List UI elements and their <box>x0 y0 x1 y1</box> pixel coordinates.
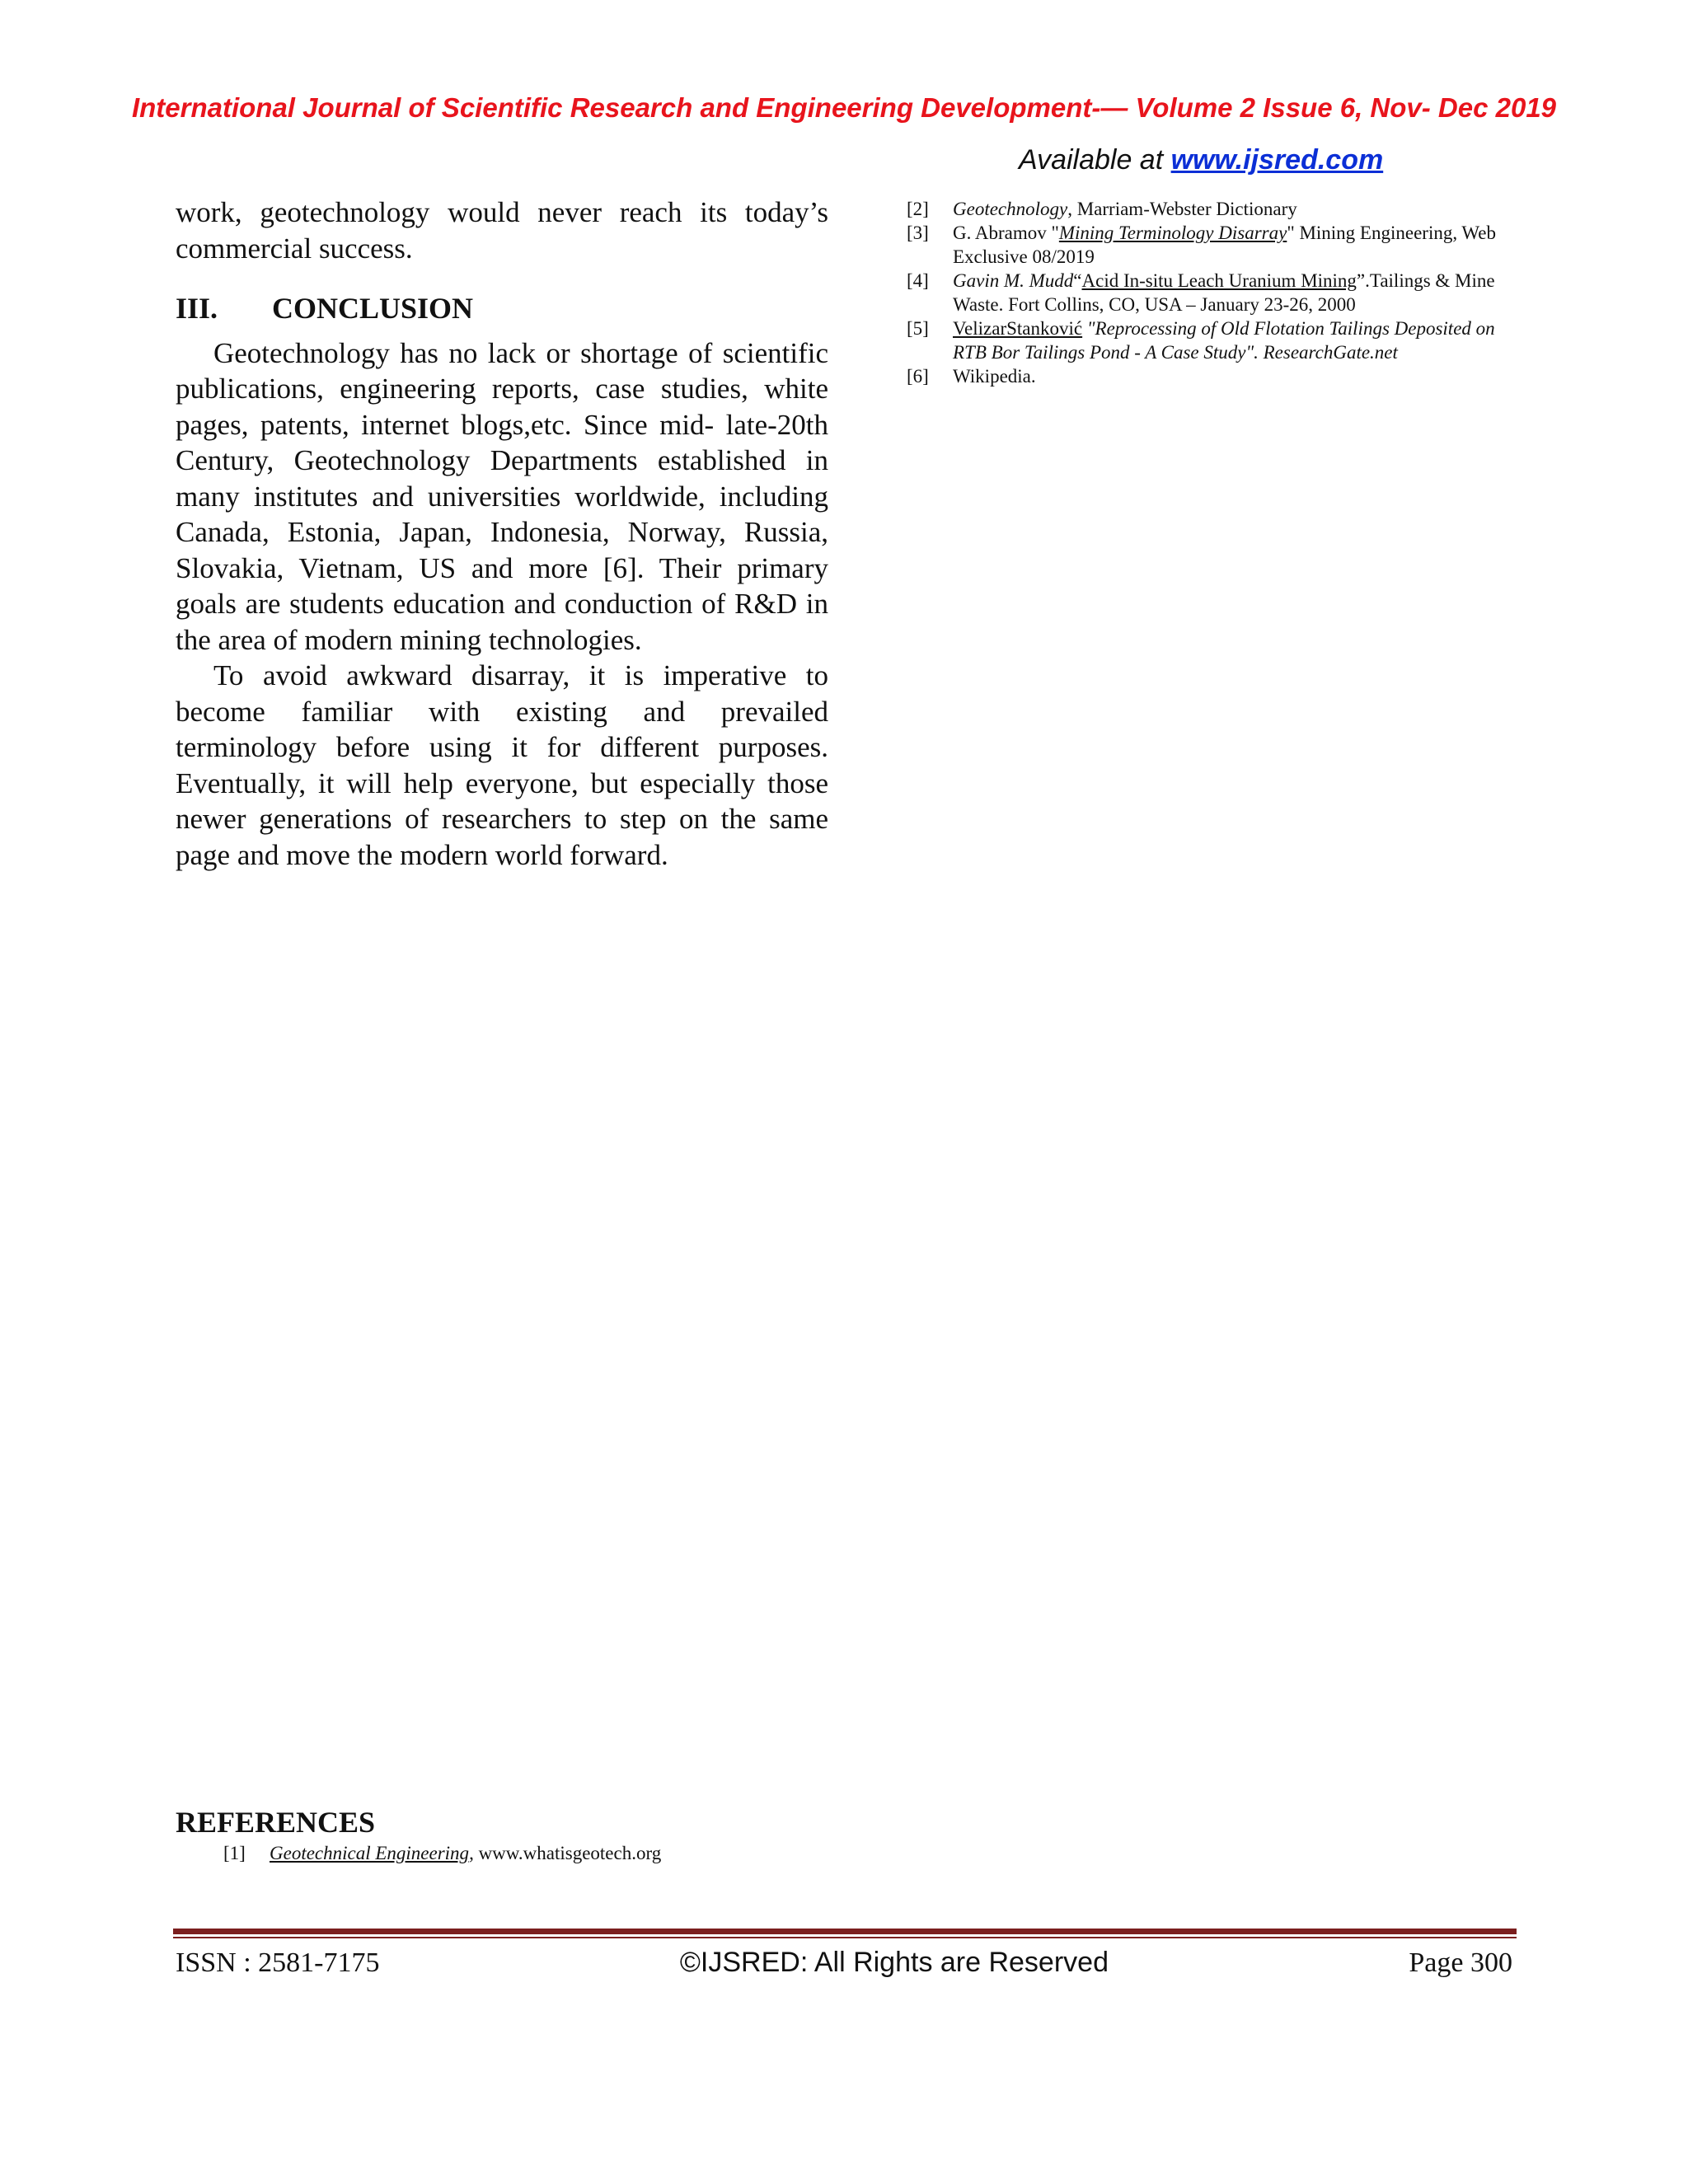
conclusion-paragraph-1: Geotechnology has no lack or shortage of scientific publications, engineering reports, case studies, white pages, patents, internet blogs,etc. Since mid- late-20th Century, Geotechnology Departments established in many institutes and universities worldwide, including Canada, Estonia, Japan, Indonesia, Norway, Russia, Slovakia, Vietnam, US and more [6]. Their primary goals are students education and conduction of R&D in the area of modern mining technologies. <box>176 336 828 656</box>
reference-title: Geotechnology <box>953 199 1068 219</box>
reference-author-link[interactable]: VelizarStanković <box>953 318 1083 339</box>
reference-title-link[interactable]: Acid In-situ Leach Uranium Mining <box>1081 270 1357 291</box>
reference-text: " Mining Engineering, Web Exclusive 08/2019 <box>953 223 1496 267</box>
reference-item <box>907 316 1512 364</box>
reference-item <box>907 197 1512 221</box>
references-section <box>176 1805 661 1864</box>
page-footer <box>176 1947 1512 1979</box>
reference-text: ”.Tailings & Mine Waste. Fort Collins, CO, USA – January 23-26, 2000 <box>953 270 1495 315</box>
intro-paragraph: work, geotechnology would never reach its today’s commercial success. <box>176 196 828 265</box>
reference-number: [3] <box>907 223 929 243</box>
available-prefix: Available at <box>1019 144 1171 176</box>
reference-number: [6] <box>907 366 929 387</box>
section-number: III. <box>176 292 218 325</box>
left-column <box>176 194 828 873</box>
reference-author: G. Abramov " <box>953 223 1059 243</box>
reference-text: "Reprocessing of Old Flotation Tailings Deposited on RTB Bor Tailings Pond - A Case Study". ResearchGate.net <box>953 318 1495 363</box>
reference-item <box>907 269 1512 316</box>
copyright: ©IJSRED: All Rights are Reserved <box>679 1947 1109 1978</box>
right-column-references <box>907 197 1512 388</box>
reference-item <box>907 221 1512 269</box>
reference-text: Wikipedia. <box>953 366 1036 387</box>
open-quote: “ <box>1073 270 1082 291</box>
page-number: Page 300 <box>1409 1947 1512 1978</box>
footer-rule <box>173 1929 1517 1934</box>
journal-title: International Journal of Scientific Research and Engineering Development-— Volume 2 Issue 6, Nov- Dec 2019 <box>131 92 1557 123</box>
conclusion-paragraph-2: To avoid awkward disarray, it is imperative to become familiar with existing and prevailed terminology before using it for different purposes. Eventually, it will help everyone, but especially those newer generations of researchers to step on the same page and move the modern world forward. <box>176 659 828 871</box>
reference-number: [5] <box>907 318 929 339</box>
reference-number: [1] <box>223 1843 246 1863</box>
reference-text: , www.whatisgeotech.org <box>469 1843 662 1863</box>
reference-number: [4] <box>907 270 929 291</box>
available-at <box>1019 144 1383 176</box>
reference-text: , Marriam-Webster Dictionary <box>1067 199 1297 219</box>
reference-title-link[interactable]: Mining Terminology Disarray <box>1058 223 1287 243</box>
reference-author: Gavin M. Mudd <box>953 270 1074 291</box>
section-heading <box>176 291 828 327</box>
reference-number: [2] <box>907 199 929 219</box>
reference-item <box>907 364 1512 388</box>
reference-title-link[interactable]: Geotechnical Engineering <box>270 1843 470 1863</box>
reference-item <box>223 1843 661 1864</box>
issn: ISSN : 2581-7175 <box>176 1947 380 1978</box>
footer-rule-thin <box>173 1937 1517 1938</box>
references-heading: REFERENCES <box>176 1806 376 1839</box>
section-title: CONCLUSION <box>272 292 474 325</box>
journal-website-link[interactable]: www.ijsred.com <box>1170 144 1384 176</box>
